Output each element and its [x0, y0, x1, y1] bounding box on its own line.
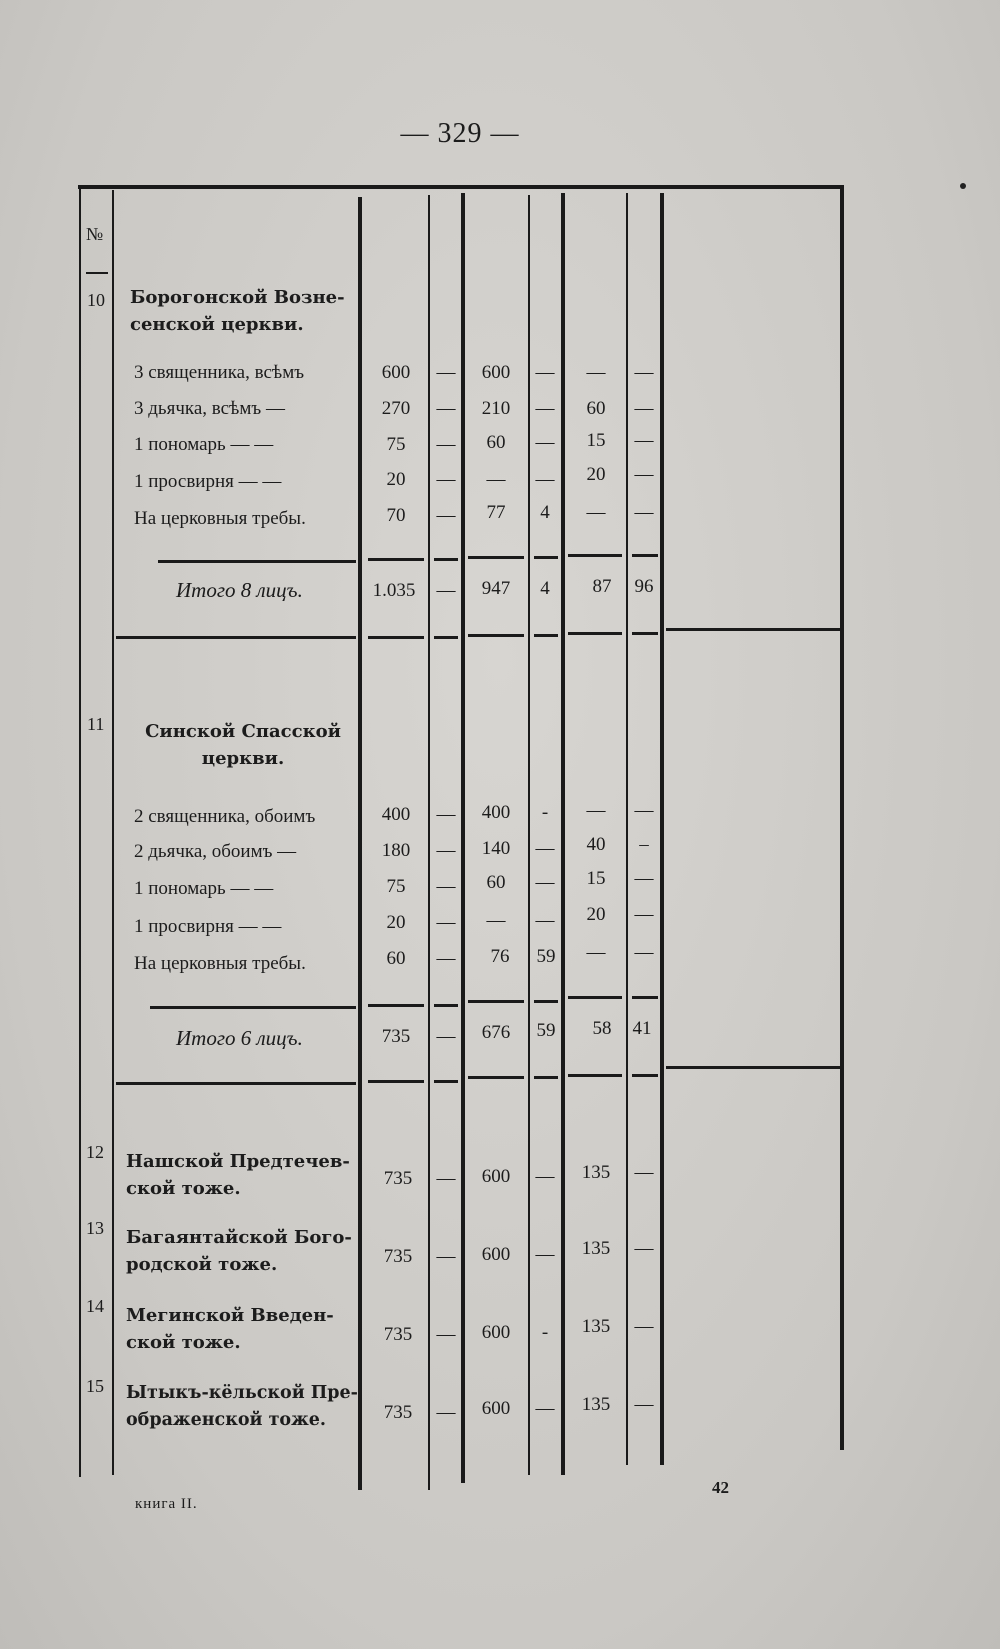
cell-c2: — [436, 469, 456, 490]
cell-c1: 735 [383, 1324, 413, 1345]
cell-c3: 210 [481, 398, 511, 419]
cell-c3: 600 [481, 1398, 511, 1419]
row-label: 2 священника, обоимъ [134, 806, 316, 827]
church-name [126, 1224, 356, 1278]
church-name-line-1: Нашской Предтечев- [126, 1151, 350, 1172]
cell-c5: — [586, 362, 606, 383]
row-label: 1 просвирня — — [134, 916, 282, 937]
cell-c2: — [436, 840, 456, 861]
cell-c2: — [436, 1324, 456, 1345]
cell-c6: – [639, 834, 649, 855]
cell-c1: 735 [383, 1168, 413, 1189]
cell-c6: — [634, 1238, 654, 1259]
cell-c3: 76 [490, 946, 510, 967]
total-c4: 59 [536, 1020, 556, 1041]
sum-rule [368, 1004, 424, 1007]
cell-c5: 135 [581, 1238, 611, 1259]
cell-c4: - [541, 802, 549, 823]
church-name-line-2: ской тоже. [126, 1332, 241, 1353]
cell-c6: — [634, 464, 654, 485]
section-end-rule [468, 634, 524, 637]
cell-c3: 600 [481, 1166, 511, 1187]
total-c6: 96 [634, 576, 654, 597]
section-end-rule [368, 636, 424, 639]
total-c6: 41 [632, 1018, 652, 1039]
church-name-line-1: Синской Спасской [145, 721, 341, 742]
row-number: 11 [87, 714, 105, 734]
total-c5: 58 [592, 1018, 612, 1039]
cell-c5: 60 [586, 398, 606, 419]
total-c1: 1.035 [372, 580, 416, 601]
section-end-rule [666, 628, 840, 631]
cell-c1: 270 [381, 398, 411, 419]
cell-c5: 135 [581, 1394, 611, 1415]
cell-c1: 60 [386, 948, 406, 969]
cell-c6: — [634, 398, 654, 419]
sum-rule [468, 1000, 524, 1003]
total-c1: 735 [381, 1026, 411, 1047]
cell-c1: 180 [381, 840, 411, 861]
cell-c2: — [436, 362, 456, 383]
church-name [130, 284, 360, 338]
total-label: Итого 8 лицъ. [176, 578, 303, 602]
church-name-line-1: Багаянтайской Бого- [126, 1227, 352, 1248]
cell-c2: — [436, 1246, 456, 1267]
sum-rule [368, 558, 424, 561]
row-label: 2 дьячка, обоимъ — [134, 841, 297, 862]
cell-c3: 400 [481, 802, 511, 823]
row-label: 3 дьячка, всѣмъ — [134, 398, 285, 419]
cell-c2: — [436, 505, 456, 526]
cell-c3: — [486, 469, 506, 490]
section-end-rule [368, 1080, 424, 1083]
church-name-line-2: ображенской тоже. [126, 1410, 326, 1430]
cell-c2: — [436, 876, 456, 897]
row-number: 14 [86, 1296, 104, 1316]
table-top-border [78, 185, 842, 189]
cell-c1: 75 [386, 434, 406, 455]
cell-c6: — [634, 502, 654, 523]
page-number: — 329 — [400, 118, 520, 149]
sum-rule [568, 996, 622, 999]
cell-c4: 59 [536, 946, 556, 967]
section-end-rule [116, 1082, 356, 1085]
church-name-line-2: ской тоже. [126, 1178, 241, 1199]
cell-c4: — [535, 910, 555, 931]
cell-c1: 70 [386, 505, 406, 526]
church-name-line-1: Ытыкъ-кёльской Пре- [126, 1383, 358, 1403]
cell-c5: 15 [586, 430, 606, 451]
cell-c6: — [634, 1316, 654, 1337]
table-right-border [840, 185, 844, 1450]
row-number: 10 [87, 290, 105, 310]
column-divider-c4 [561, 193, 565, 1475]
sum-rule [434, 1004, 458, 1007]
church-name [126, 1302, 356, 1356]
cell-c5: 135 [581, 1162, 611, 1183]
column-divider-name [358, 197, 362, 1490]
cell-c3: 60 [486, 432, 506, 453]
cell-c5: — [586, 800, 606, 821]
sum-rule [632, 554, 658, 557]
cell-c5: 135 [581, 1316, 611, 1337]
cell-c3: 77 [486, 502, 506, 523]
header-no-label: № [86, 224, 104, 244]
row-number: 15 [86, 1376, 104, 1396]
row-label: 1 пономарь — — [134, 434, 274, 455]
section-end-rule [568, 1074, 622, 1077]
sum-rule [632, 996, 658, 999]
section-end-rule [534, 634, 558, 637]
section-end-rule [434, 636, 458, 639]
total-c5: 87 [592, 576, 612, 597]
section-end-rule [632, 632, 658, 635]
church-name [126, 1148, 356, 1202]
cell-c2: — [436, 804, 456, 825]
cell-c6: — [634, 430, 654, 451]
sum-rule [150, 1006, 356, 1009]
cell-c4: — [535, 469, 555, 490]
section-end-rule [568, 632, 622, 635]
cell-c3: 600 [481, 362, 511, 383]
section-end-rule [434, 1080, 458, 1083]
church-name-line-1: Борогонской Возне- [130, 287, 345, 308]
total-c3: 947 [481, 578, 511, 599]
row-label: 1 пономарь — — [134, 878, 274, 899]
cell-c3: 600 [481, 1244, 511, 1265]
church-name-line-2: родской тоже. [126, 1254, 278, 1275]
row-number: 13 [86, 1218, 104, 1238]
cell-c6: — [634, 800, 654, 821]
cell-c3: 60 [486, 872, 506, 893]
total-label: Итого 6 лицъ. [176, 1026, 303, 1050]
cell-c2: — [436, 398, 456, 419]
cell-c2: — [436, 434, 456, 455]
cell-c4: — [535, 872, 555, 893]
total-c3: 676 [481, 1022, 511, 1043]
row-label: 3 священника, всѣмъ [134, 362, 305, 383]
cell-c6: — [634, 1162, 654, 1183]
total-c2: — [436, 1026, 456, 1047]
section-end-rule [468, 1076, 524, 1079]
header-no-rule [86, 272, 108, 274]
cell-c3: — [486, 910, 506, 931]
church-name-line-2: сенской церкви. [130, 314, 304, 335]
cell-c4: 4 [540, 502, 550, 523]
cell-c2: — [436, 948, 456, 969]
cell-c3: 600 [481, 1322, 511, 1343]
sheet-number: 42 [712, 1478, 729, 1497]
cell-c4: — [535, 1244, 555, 1265]
section-end-rule [632, 1074, 658, 1077]
cell-c6: — [634, 942, 654, 963]
cell-c1: 735 [383, 1402, 413, 1423]
cell-c5: 40 [586, 834, 606, 855]
column-divider-c2 [461, 193, 465, 1483]
church-name-line-2: церкви. [201, 748, 285, 769]
ink-spot [960, 183, 966, 189]
cell-c4: — [535, 1166, 555, 1187]
cell-c1: 20 [386, 912, 406, 933]
cell-c2: — [436, 1168, 456, 1189]
cell-c1: 600 [381, 362, 411, 383]
column-divider-c3 [528, 195, 530, 1475]
cell-c1: 75 [386, 876, 406, 897]
cell-c4: - [541, 1322, 549, 1343]
cell-c1: 20 [386, 469, 406, 490]
cell-c4: — [535, 432, 555, 453]
sum-rule [534, 556, 558, 559]
cell-c6: — [634, 362, 654, 383]
cell-c1: 400 [381, 804, 411, 825]
section-end-rule [666, 1066, 840, 1069]
cell-c5: 15 [586, 868, 606, 889]
cell-c4: — [535, 838, 555, 859]
row-label: На церковныя требы. [134, 953, 306, 974]
church-name-line-1: Мегинской Введен- [126, 1305, 334, 1326]
cell-c4: — [535, 362, 555, 383]
church-name [138, 718, 348, 772]
cell-c2: — [436, 1402, 456, 1423]
book-signature: книга II. [135, 1496, 198, 1512]
sum-rule [434, 558, 458, 561]
cell-c6: — [634, 868, 654, 889]
cell-c3: 140 [481, 838, 511, 859]
church-name [126, 1380, 358, 1434]
total-c4: 4 [540, 578, 550, 599]
cell-c5: 20 [586, 904, 606, 925]
total-c2: — [436, 580, 456, 601]
column-divider-no [112, 190, 114, 1475]
table-left-border [79, 187, 81, 1477]
cell-c5: — [586, 502, 606, 523]
section-end-rule [116, 636, 356, 639]
sum-rule [468, 556, 524, 559]
sum-rule [158, 560, 356, 563]
cell-c4: — [535, 398, 555, 419]
cell-c1: 735 [383, 1246, 413, 1267]
cell-c6: — [634, 904, 654, 925]
cell-c5: — [586, 942, 606, 963]
sum-rule [534, 1000, 558, 1003]
row-label: На церковныя требы. [134, 508, 306, 529]
sum-rule [568, 554, 622, 557]
row-label: 1 просвирня — — [134, 471, 282, 492]
cell-c5: 20 [586, 464, 606, 485]
row-number: 12 [86, 1142, 104, 1162]
cell-c2: — [436, 912, 456, 933]
cell-c6: — [634, 1394, 654, 1415]
cell-c4: — [535, 1398, 555, 1419]
section-end-rule [534, 1076, 558, 1079]
